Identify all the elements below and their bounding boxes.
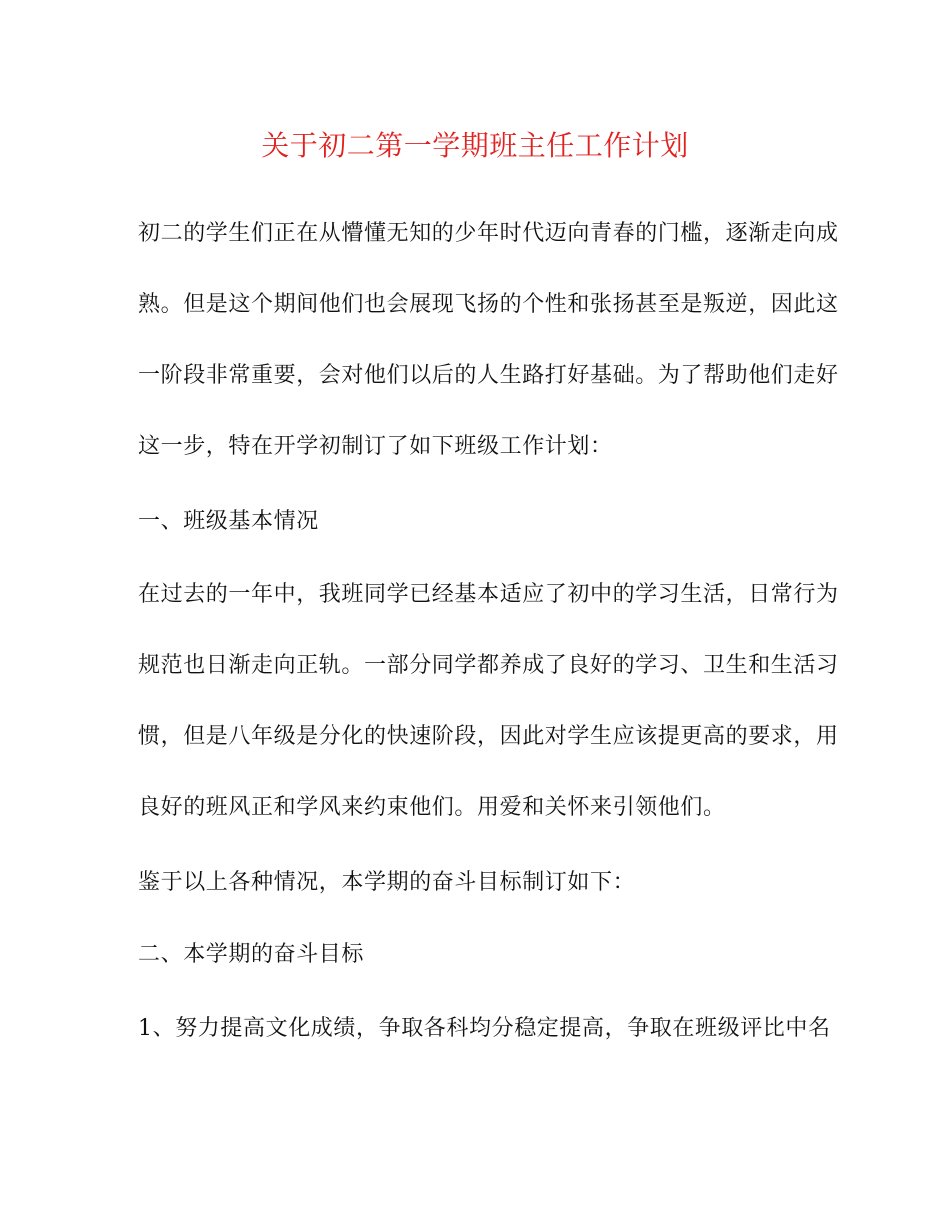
paragraph-line: 初二的学生们正在从懵懂无知的少年时代迈向青春的门槛，逐渐走向成 (138, 221, 839, 246)
section-heading: 一、班级基本情况 (138, 509, 319, 534)
document-title: 关于初二第一学期班主任工作计划 (261, 129, 689, 162)
paragraph-line: 熟。但是这个期间他们也会展现飞扬的个性和张扬甚至是叛逆，因此这 (138, 292, 839, 317)
paragraph-line: 规范也日渐走向正轨。一部分同学都养成了良好的学习、卫生和生活习 (138, 653, 839, 678)
paragraph-line: 鉴于以上各种情况，本学期的奋斗目标制订如下： (138, 870, 636, 895)
paragraph-line: 在过去的一年中，我班同学已经基本适应了初中的学习生活，日常行为 (138, 582, 839, 607)
paragraph-line: 惯，但是八年级是分化的快速阶段，因此对学生应该提更高的要求，用 (138, 724, 839, 749)
section-heading: 二、本学期的奋斗目标 (138, 942, 365, 967)
paragraph-line: 良好的班风正和学风来约束他们。用爱和关怀来引领他们。 (138, 795, 726, 820)
paragraph-line: 这一步，特在开学初制订了如下班级工作计划： (138, 434, 613, 459)
paragraph-line: 一阶段非常重要，会对他们以后的人生路打好基础。为了帮助他们走好 (138, 363, 839, 388)
list-item-line: 1、努力提高文化成绩，争取各科均分稳定提高，争取在班级评比中名 (138, 1016, 831, 1041)
